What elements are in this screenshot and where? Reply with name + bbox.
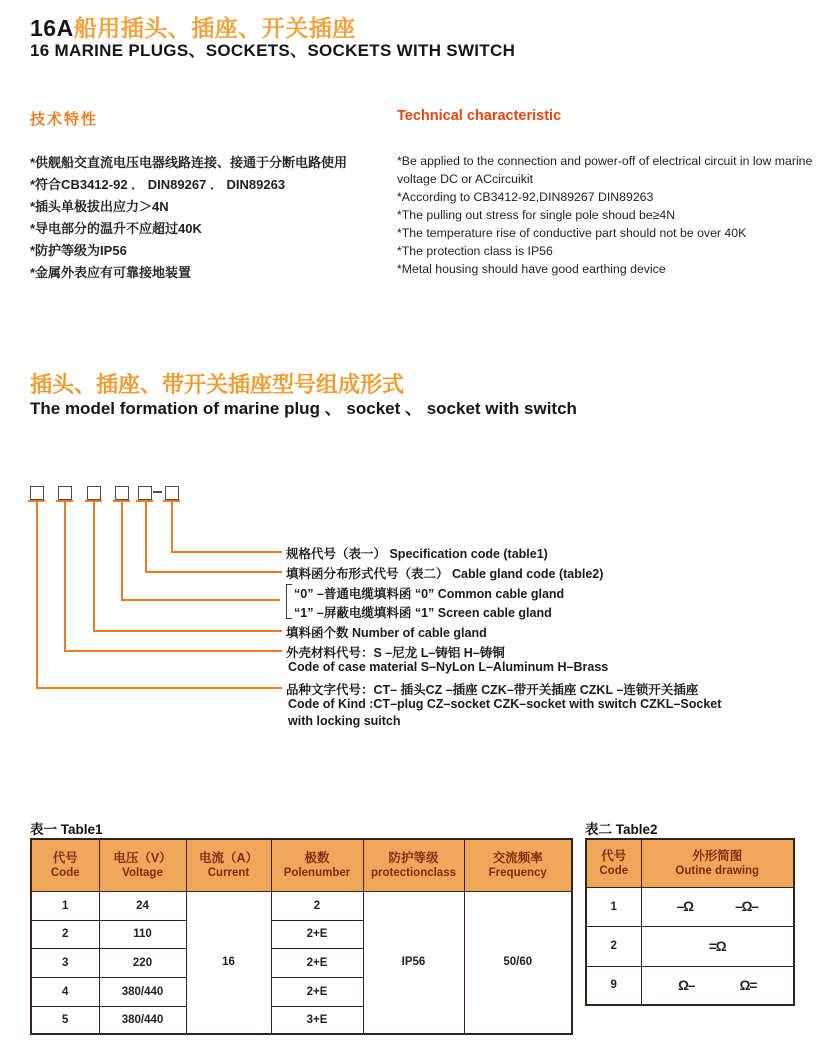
leader-line-h5 <box>145 571 282 573</box>
table1-title: 表一 Table1 <box>30 822 103 837</box>
page-title-zh: 船用插头、插座、开关插座 <box>73 15 356 41</box>
cell-pole: 2 <box>271 891 363 920</box>
leader-line-v2 <box>64 502 66 652</box>
table-row <box>31 891 572 920</box>
header-zh: 外形简图 <box>692 848 743 863</box>
table2-title: 表二 Table2 <box>585 822 658 837</box>
tech-item-en: *Be applied to the connection and power-off of electrical circuit in low marine voltage DC or ACcircuikit <box>397 154 813 186</box>
cell-code: 2 <box>586 926 641 966</box>
cell-voltage: 110 <box>99 920 186 948</box>
model-heading-zh: 插头、插座、带开关插座型号组成形式 <box>30 372 405 397</box>
cell-code: 1 <box>31 891 99 920</box>
label-kind-code-zh: 品种文字代号：CT– 插头CZ –插座 CZK–带开关插座 CZKL –连锁开关插座 <box>286 683 699 697</box>
header-en: Outine drawing <box>675 864 760 877</box>
gland-symbol: Ω– <box>678 977 695 993</box>
cell-pole: 2+E <box>271 920 363 948</box>
label-kind-code-en1: Code of Kind :CT–plug CZ–socket CZK–socket with switch CZKL–Socket <box>288 697 722 711</box>
cell-code: 5 <box>31 1006 99 1034</box>
option-bracket <box>286 584 292 619</box>
tech-item-en: *The protection class is IP56 <box>397 244 553 258</box>
tech-item-en: *Metal housing should have good earthing device <box>397 262 666 276</box>
cell-code: 9 <box>586 966 641 1005</box>
tech-item-zh: *供舰船交直流电压电器线路连接、接通于分断电路使用 <box>30 155 348 170</box>
header-zh: 电流（A） <box>198 850 259 865</box>
page-title-prefix: 16A <box>30 15 74 41</box>
header-en: Code <box>50 866 80 879</box>
leader-line-h3 <box>93 630 282 632</box>
leader-line-h4 <box>121 599 280 601</box>
model-code-box-6 <box>165 486 179 500</box>
tech-item-zh: *防护等级为IP56 <box>30 243 127 258</box>
table2-header-row <box>586 839 794 887</box>
cell-code: 2 <box>31 920 99 948</box>
label-kind-code-en2: with locking suitch <box>288 714 401 728</box>
cell-outline-drawing <box>641 926 794 966</box>
gland-symbol: –Ω– <box>735 899 758 914</box>
leader-line-v4 <box>121 502 123 601</box>
header-zh: 电压（V） <box>113 850 172 865</box>
model-code-box-5 <box>138 486 152 500</box>
cell-frequency-merged: 50/60 <box>464 891 572 1034</box>
leader-line-v3 <box>93 502 95 632</box>
gland-symbol: –Ω <box>676 899 693 914</box>
header-en: Frequency <box>488 866 547 879</box>
tech-item-zh: *符合CB3412-92 ． DIN89267 ． DIN89263 <box>30 177 286 192</box>
header-en: Current <box>207 866 250 879</box>
label-screen-cable-gland: “1” –屏蔽电缆填料函 “1” Screen cable gland <box>294 606 552 620</box>
table2-header-drawing <box>641 839 794 887</box>
label-common-cable-gland: “0” –普通电缆填料函 “0” Common cable gland <box>294 587 565 601</box>
gland-symbol: Ω= <box>739 977 757 993</box>
tech-item-en: *The pulling out stress for single pole shoud be≥4N <box>397 208 676 222</box>
cell-voltage: 380/440 <box>99 1006 186 1034</box>
tech-item-zh: *金属外表应有可靠接地装置 <box>30 265 192 280</box>
header-zh: 防护等级 <box>388 850 439 865</box>
header-en: Polenumber <box>283 866 351 879</box>
tech-list-zh <box>30 152 390 284</box>
cell-pole: 3+E <box>271 1006 363 1034</box>
page-subtitle: 16 MARINE PLUGS、SOCKETS、SOCKETS WITH SWITCH <box>30 41 516 60</box>
cell-code: 1 <box>586 887 641 926</box>
header-zh: 代号 <box>601 848 627 863</box>
leader-line-v5 <box>145 502 147 573</box>
leader-line-h1 <box>36 687 282 689</box>
table1-header-voltage <box>99 839 186 891</box>
table1-header-frequency <box>464 839 572 891</box>
table1-header-protection <box>363 839 464 891</box>
table-row <box>586 926 794 966</box>
model-code-box-4 <box>115 486 129 500</box>
cell-voltage: 220 <box>99 948 186 977</box>
leader-line-h2 <box>64 650 282 652</box>
cell-voltage: 380/440 <box>99 977 186 1006</box>
model-code-box-2 <box>58 486 72 500</box>
label-case-material-en: Code of case material S–NyLon L–Aluminum H–Brass <box>288 660 609 674</box>
header-zh: 交流频率 <box>492 850 543 865</box>
model-code-box-1 <box>30 486 44 500</box>
table1-header-polenumber <box>271 839 363 891</box>
leader-line-v1 <box>36 502 38 689</box>
leader-line-v6 <box>171 502 173 553</box>
model-code-dash <box>153 491 162 493</box>
label-gland-number: 填料函个数 Number of cable gland <box>286 626 487 640</box>
table1 <box>30 838 573 1035</box>
table2-header-code <box>586 839 641 887</box>
header-zh: 代号 <box>52 850 78 865</box>
header-en: Voltage <box>122 866 163 879</box>
cell-current-merged: 16 <box>186 891 271 1034</box>
tech-item-en: *The temperature rise of conductive part should not be over 40K <box>397 226 747 240</box>
tech-item-zh: *插头单极拔出应力＞4N <box>30 199 169 214</box>
model-code-box-3 <box>87 486 101 500</box>
tech-item-zh: *导电部分的温升不应超过40K <box>30 221 202 236</box>
cell-protection-merged: IP56 <box>363 891 464 1034</box>
cell-voltage: 24 <box>99 891 186 920</box>
tech-heading-zh: 技术特性 <box>30 111 99 128</box>
cell-code: 4 <box>31 977 99 1006</box>
model-heading-en: The model formation of marine plug 、 socket 、 socket with switch <box>30 399 577 418</box>
table1-header-row <box>31 839 572 891</box>
gland-symbol: =Ω <box>708 938 726 954</box>
cell-pole: 2+E <box>271 948 363 977</box>
table1-header-current <box>186 839 271 891</box>
leader-line-h6 <box>171 551 282 553</box>
label-specification-code: 规格代号（表一） Specification code (table1) <box>286 547 548 561</box>
tech-list-en <box>397 152 815 278</box>
cell-code: 3 <box>31 948 99 977</box>
cell-outline-drawing <box>641 887 794 926</box>
table-row <box>586 887 794 926</box>
label-case-material-zh: 外壳材料代号：S –尼龙 L–铸铝 H–铸铜 <box>286 646 505 660</box>
table1-header-code <box>31 839 99 891</box>
tech-item-en: *According to CB3412-92,DIN89267 DIN89263 <box>397 190 654 204</box>
cell-pole: 2+E <box>271 977 363 1006</box>
table2 <box>585 838 795 1006</box>
label-cable-gland-code: 填料函分布形式代号（表二） Cable gland code (table2) <box>286 567 604 581</box>
header-en: Code <box>599 864 629 877</box>
header-en: protectionclass <box>371 866 456 879</box>
tech-heading-en: Technical characteristic <box>397 108 562 124</box>
header-zh: 极数 <box>304 850 330 865</box>
table-row <box>586 966 794 1005</box>
cell-outline-drawing <box>641 966 794 1005</box>
